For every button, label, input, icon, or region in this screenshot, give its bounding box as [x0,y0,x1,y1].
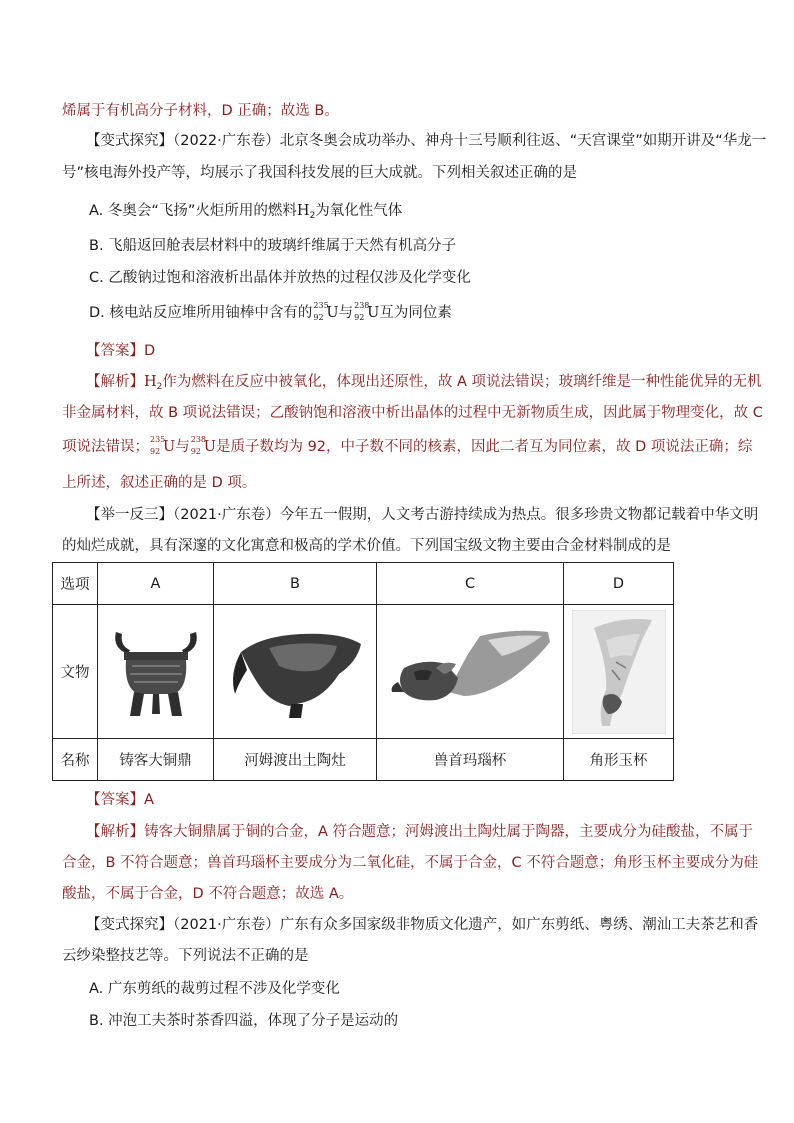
isotope-symbol: U [326,305,339,321]
hydrogen-subscript: 2 [156,382,163,392]
isotope-mass: 235 [313,301,329,310]
question3-stem-line2: 云纱染整技艺等。下列说法不正确的是 [62,948,309,964]
question1-stem-line2: 号”核电海外投产等，均展示了我国科技发展的巨大成就。下列相关叙述正确的是 [62,165,578,181]
explanation-text: 铸客大铜鼎属于铜的合金，A 符合题意；河姆渡出土陶灶属于陶器，主要成分为硅酸盐，不属于 [144,824,754,840]
isotope-atomic-number: 92 [190,447,201,456]
table-header-option: A [98,563,214,605]
question2-explanation-line3: 酸盐，不属于合金，D 不符合题意；故选 A。 [62,886,354,902]
isotope-atomic-number: 92 [150,447,161,456]
table-header-option: B [214,563,377,605]
isotope-atomic-number: 92 [313,313,324,322]
table-name-row [53,739,674,781]
question3-option-b: B. 冲泡工夫茶时茶香四溢，体现了分子是运动的 [89,1013,399,1029]
isotope-mass: 238 [190,435,207,444]
question1-option-a [89,201,402,226]
relic-image-bronze-ding [98,605,214,739]
question1-explanation-line4: 上所述，叙述正确的是 D 项。 [62,475,257,491]
question1-option-b: B. 飞船返回舱表层材料中的玻璃纤维属于天然有机高分子 [89,238,457,254]
question1-stem-line1: 【变式探究】（2022·广东卷）北京冬奥会成功举办、神舟十三号顺利往返、“天宫课堂”如期开讲及“华龙一 [86,133,767,149]
question2-explanation-line2: 合金，B 不符合题意；兽首玛瑙杯主要成分为二氧化硅，不属于合金，C 不符合题意；角形玉杯主要成分为硅 [62,855,759,871]
relic-name: 河姆渡出土陶灶 [214,739,377,781]
relic-image-pottery-stove [214,605,377,739]
option-a-text-post: 为氧化性气体 [315,203,403,219]
question1-explanation-line2: 非金属材料，故 B 项说法错误；乙酸钠饱和溶液中析出晶体的过程中无新物质生成，因此属于物理变化，故 C [62,405,763,421]
explanation-text: 作为燃料在反应中被氧化，体现出还原性，故 A 项说法错误；玻璃纤维是一种性能优异的无机 [162,374,762,390]
question2-explanation-line1 [86,822,753,842]
explanation-text: 是质子数均为 92，中子数不同的核素，因此二者互为同位素，故 D 项说法正确；综 [215,439,753,455]
question3-stem-line1: 【变式探究】（2021·广东卷）广东有众多国家级非物质文化遗产，如广东剪纸、粤绣、潮汕工夫茶艺和香 [86,917,759,933]
question3-option-a: A. 广东剪纸的裁剪过程不涉及化学变化 [89,981,340,997]
table-relic-row [53,605,674,739]
explanation-label: 【解析】 [86,824,144,840]
relics-table [52,562,674,781]
option-d-text-pre: D. 核电站反应堆所用铀棒中含有的 [89,305,313,321]
isotope-mass: 235 [150,435,166,444]
question1-option-c: C. 乙酸钠过饱和溶液析出晶体并放热的过程仅涉及化学变化 [89,270,471,286]
uranium-235-isotope [313,301,339,323]
table-header-row [53,563,674,605]
relic-name: 兽首玛瑙杯 [377,739,564,781]
table-relic-label: 文物 [53,605,98,739]
isotope-atomic-number: 92 [354,313,365,322]
uranium-238-isotope [354,301,380,323]
question1-explanation-line1 [86,372,762,397]
uranium-235-isotope [150,435,176,457]
isotope-symbol: U [203,439,216,455]
question2-stem-line1: 【举一反三】（2021·广东卷）今年五一假期，人文考古游持续成为热点。很多珍贵文物都记载着中华文明 [86,507,759,523]
relic-image-jade-horn-cup [564,605,674,739]
option-d-text-mid: 与 [338,305,354,321]
explanation-text: 项说法错误； [62,439,149,455]
table-name-label: 名称 [53,739,98,781]
hydrogen-formula: H [296,203,310,219]
question2-stem-line2: 的灿烂成就，具有深邃的文化寓意和极高的学术价值。下列国宝级文物主要由合金材料制成的是 [62,538,671,554]
question1-answer: 【答案】D [86,343,156,359]
question2-answer: 【答案】A [86,792,154,808]
explanation-text: 与 [175,439,190,455]
relic-name: 铸客大铜鼎 [98,739,214,781]
table-header-option: C [377,563,564,605]
isotope-symbol: U [367,305,380,321]
isotope-symbol: U [163,439,176,455]
option-d-text-post: 互为同位素 [379,305,452,321]
question1-explanation-line3 [62,437,752,457]
relic-image-agate-cup [377,605,564,739]
explanation-label: 【解析】 [86,374,144,390]
table-header-option: D [564,563,674,605]
isotope-mass: 238 [354,301,370,310]
hydrogen-subscript: 2 [309,211,316,221]
relic-name: 角形玉杯 [564,739,674,781]
option-a-text-pre: A. 冬奥会“飞扬”火炬所用的燃料 [89,203,297,219]
uranium-238-isotope [190,435,216,457]
question1-option-d [89,303,452,323]
hydrogen-formula: H [144,374,157,390]
previous-explanation-tail: 烯属于有机高分子材料，D 正确；故选 B。 [62,103,339,119]
table-header-label: 选项 [53,563,98,605]
